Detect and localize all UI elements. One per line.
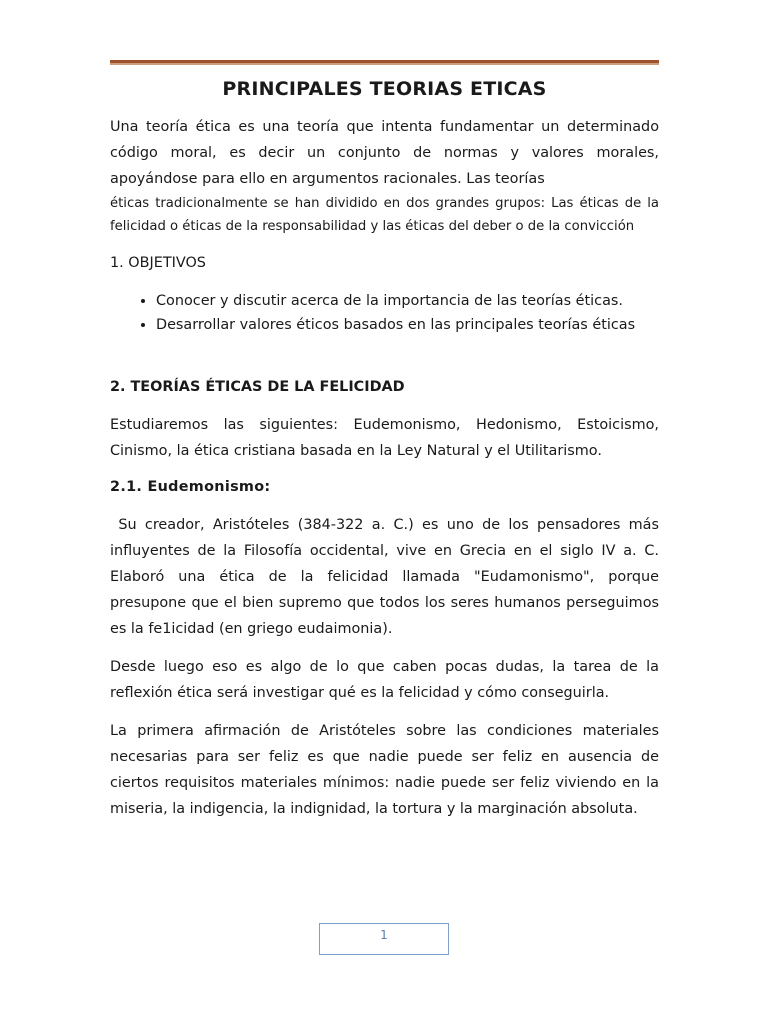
section-heading-objectives: 1. OBJETIVOS <box>110 255 206 271</box>
spacer <box>110 336 659 376</box>
list-item: • Desarrollar valores éticos basados en las principales teorías éticas <box>156 312 659 338</box>
header-rule <box>110 60 659 65</box>
document-title: PRINCIPALES TEORIAS ETICAS <box>222 78 547 100</box>
eudemonismo-paragraph-1: Su creador, Aristóteles (384-322 a. C.) es uno de los pensadores más influyentes de la Filosofía occidental, vive en Grecia en el siglo IV a. C. Elaboró una ética de la felicidad llamada "Eudamonismo", porque presupone que el bien supremo que todos los seres humanos perseguimos es la fe1icidad (en griego eudaimonia). <box>110 517 664 637</box>
subsection-heading-eudemonismo: 2.1. Eudemonismo: <box>110 479 271 495</box>
eudemonismo-paragraph-2: Desde luego eso es algo de lo que caben pocas dudas, la tarea de la reflexión ética será investigar qué es la felicidad y cómo conseguirla. <box>110 659 659 701</box>
page-content <box>110 78 664 834</box>
intro-text-part1: Una teoría ética es una teoría que intenta fundamentar un determinado código moral, es decir un conjunto de normas y valores morales, apoyándose para ello en argumentos racionales. Las teorías <box>110 119 659 187</box>
eudemonismo-paragraph-3: La primera afirmación de Aristóteles sobre las condiciones materiales necesarias para ser feliz es que nadie puede ser feliz en ausencia de ciertos requisitos materiales mínimos: nadie puede ser feliz viviendo en la miseria, la indigencia, la indignidad, la tortura y la marginación absoluta. <box>110 723 659 817</box>
objectives-list <box>110 288 659 338</box>
section2-paragraph: Estudiaremos las siguientes: Eudemonismo, Hedonismo, Estoicismo, Cinismo, la ética cristiana basada en la Ley Natural y el Utilitarismo. <box>110 417 659 459</box>
page-number-box <box>319 923 449 955</box>
intro-paragraph <box>110 114 659 238</box>
list-item: • Conocer y discutir acerca de la importancia de las teorías éticas. <box>156 288 659 314</box>
page-number: 1 <box>380 928 388 942</box>
section-heading-felicidad: 2. TEORÍAS ÉTICAS DE LA FELICIDAD <box>110 379 405 395</box>
intro-text-part2: éticas tradicionalmente se han dividido en dos grandes grupos: Las éticas de la felicidad o éticas de la responsabilidad y las éticas del deber o de la convicción <box>110 196 659 234</box>
